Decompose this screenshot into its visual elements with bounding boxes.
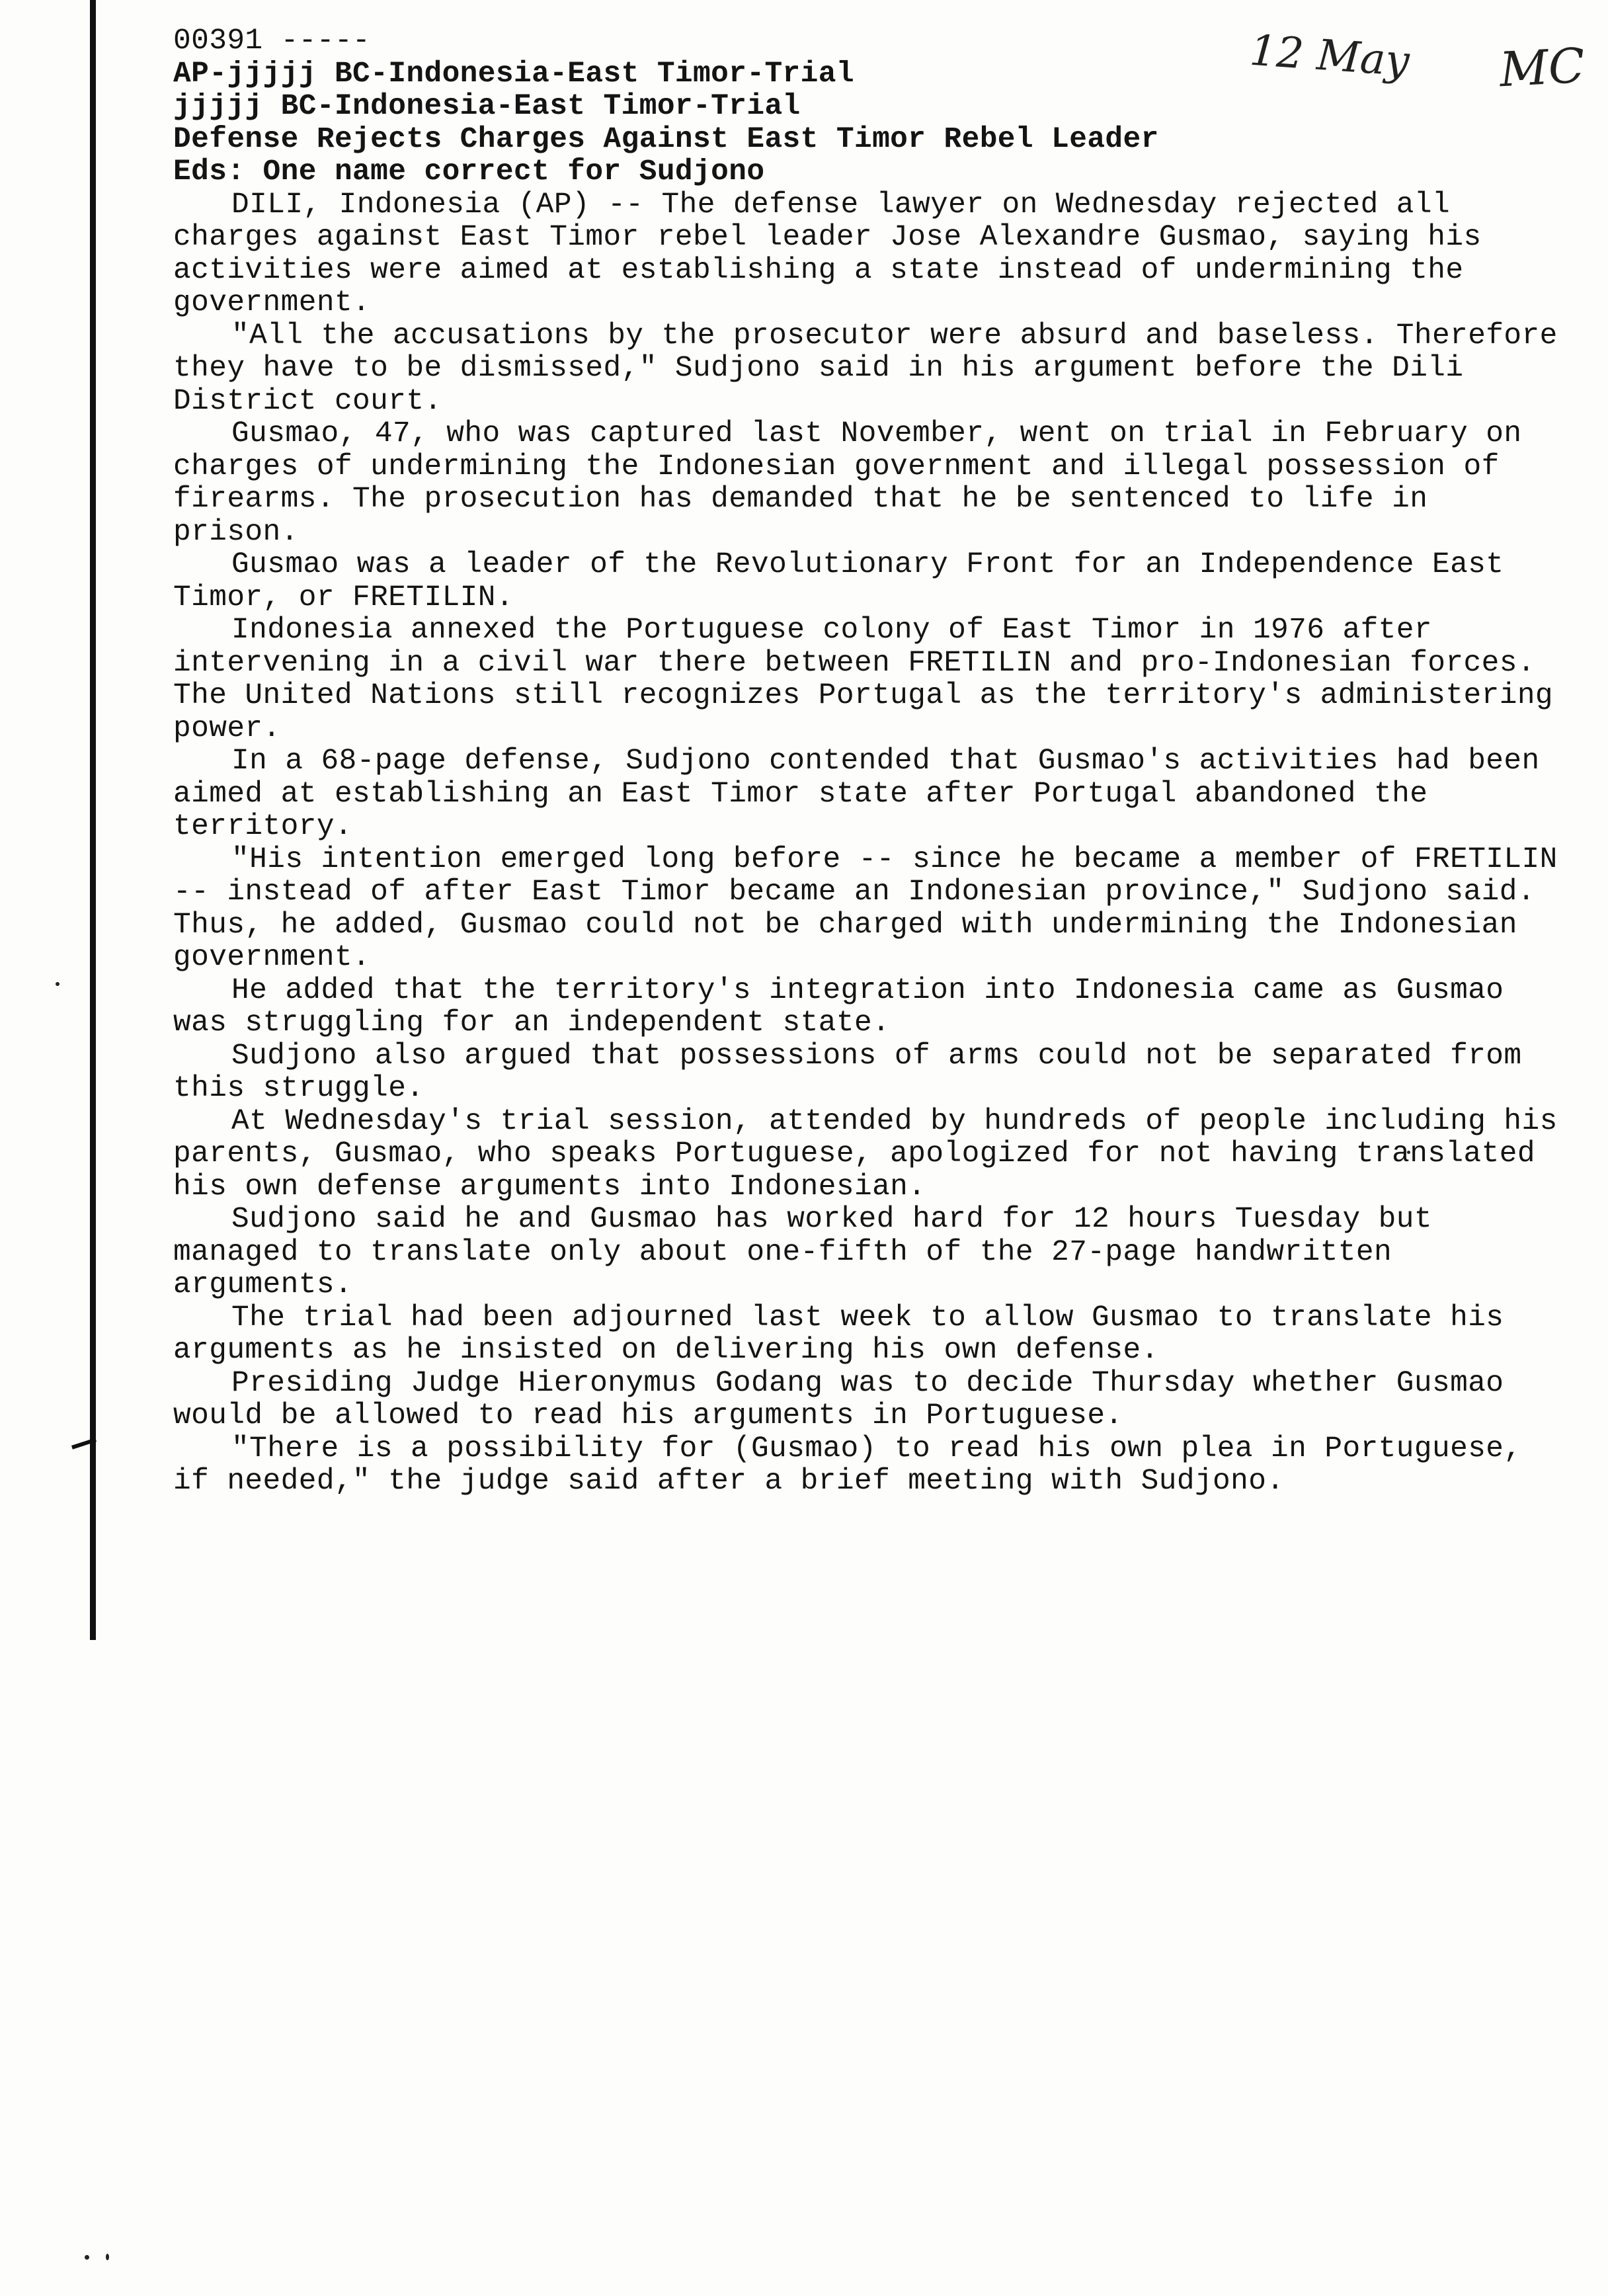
- editors-note: Eds: One name correct for Sudjono: [173, 155, 765, 188]
- paragraph: Sudjono said he and Gusmao has worked hard for 12 hours Tuesday but managed to translate only about one-fifth of the 27-page handwritten arguments.: [173, 1203, 1451, 1301]
- handwritten-date: 12 May: [1248, 26, 1411, 87]
- slug-ap: AP-jjjjj BC-Indonesia-East Timor-Trial: [173, 57, 854, 91]
- paragraph: The trial had been adjourned last week to allow Gusmao to translate his arguments as he insisted on delivering his own defense.: [173, 1301, 1522, 1367]
- paragraph: Presiding Judge Hieronymus Godang was to decide Thursday whether Gusmao would be allowed to read his arguments in Portuguese.: [173, 1366, 1522, 1432]
- paragraph: Gusmao, 47, who was captured last November, went on trial in February on charges of undermining the Indonesian government and illegal possession of firearms. The prosecution has demanded that he be sentenced to life in prison.: [173, 417, 1540, 549]
- paragraph: Indonesia annexed the Portuguese colony of East Timor in 1976 after intervening in a civil war there between FRETILIN and pro-Indonesian forces. The United Nations still recognizes Portugal as the territory's administering power.: [173, 614, 1572, 745]
- file-id: 00391 -----: [173, 24, 371, 58]
- paragraph: Gusmao was a leader of the Revolutionary Front for an Independence East Timor, or FRETILIN.: [173, 548, 1522, 614]
- scan-margin-bar: [90, 0, 96, 1640]
- paragraph: Sudjono also argued that possessions of arms could not be separated from this struggle.: [173, 1039, 1540, 1105]
- scan-speck: [85, 2255, 89, 2260]
- headline: Defense Rejects Charges Against East Timor Rebel Leader: [173, 122, 1159, 156]
- paragraph: "All the accusations by the prosecutor were absurd and baseless. Therefore they have to be dismissed," Sudjono said in his argument before the Dili District court.: [173, 319, 1576, 418]
- handwritten-initials: MC: [1498, 37, 1586, 98]
- paragraph: "His intention emerged long before -- since he became a member of FRETILIN -- instead of after East Timor became an Indonesian province," Sudjono said. Thus, he added, Gusmao could not be charged with undermining the Indonesian government.: [173, 842, 1576, 974]
- paragraph: He added that the territory's integration into Indonesia came as Gusmao was struggling for an independent state.: [173, 973, 1522, 1040]
- paragraph: DILI, Indonesia (AP) -- The defense lawyer on Wednesday rejected all charges against East Timor rebel leader Jose Alexandre Gusmao, saying his activities were aimed at establishing a state instead of undermining the government.: [173, 188, 1500, 319]
- paragraph: "There is a possibility for (Gusmao) to read his own plea in Portuguese, if needed," the judge said after a brief meeting with Sudjono.: [173, 1432, 1540, 1498]
- slug: jjjjj BC-Indonesia-East Timor-Trial: [173, 90, 801, 123]
- scan-speck: [106, 2254, 109, 2260]
- scan-speck: [56, 982, 60, 986]
- paragraph: At Wednesday's trial session, attended by hundreds of people including his parents, Gusmao, who speaks Portuguese, apologized for not having translated his own defense arguments into Indonesian.: [173, 1104, 1576, 1204]
- wire-story: [173, 24, 1576, 1498]
- paragraph: In a 68-page defense, Sudjono contended that Gusmao's activities had been aimed at establishing an East Timor state after Portugal abandoned the territory.: [173, 745, 1558, 843]
